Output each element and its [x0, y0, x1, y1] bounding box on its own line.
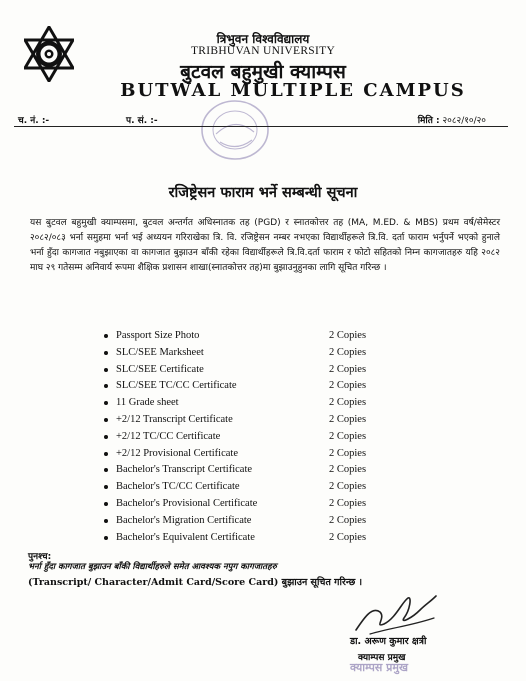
notice-title: रजिष्ट्रेसन फाराम भर्ने सम्बन्धी सूचना — [168, 185, 358, 201]
document-item — [0, 515, 526, 531]
document-copies: 2 Copies — [329, 397, 367, 409]
university-name-nepali: त्रिभुवन विश्वविद्यालय — [216, 32, 310, 46]
document-copies: 2 Copies — [329, 514, 367, 526]
signature-mark — [350, 588, 440, 638]
postscript-line-1: भर्ना हुँदा कागजात बुझाउन बाँकी विद्यार्थीहरुले समेत आवश्यक नपुग कागजातहरु — [28, 562, 277, 572]
document-name: Bachelor's Transcript Certificate — [116, 464, 253, 476]
document-name: Bachelor's TC/CC Certificate — [116, 481, 240, 493]
document-copies: 2 Copies — [329, 330, 367, 341]
university-name-english: TRIBHUVAN UNIVERSITY — [190, 45, 336, 57]
document-item — [0, 347, 526, 363]
document-copies: 2 Copies — [329, 363, 367, 375]
document-item — [0, 431, 526, 447]
bullet-icon — [104, 435, 108, 439]
document-item — [0, 397, 526, 413]
signatory-title: क्याम्पस प्रमुख — [358, 653, 406, 663]
document-item — [0, 414, 526, 430]
bullet-icon — [104, 452, 108, 456]
document-copies: 2 Copies — [329, 430, 367, 442]
document-copies: 2 Copies — [329, 481, 367, 493]
document-name: SLC/SEE Marksheet — [116, 346, 204, 358]
document-name: +2/12 TC/CC Certificate — [116, 430, 221, 442]
document-copies: 2 Copies — [329, 498, 367, 509]
bullet-icon — [104, 384, 108, 388]
document-copies: 2 Copies — [329, 380, 367, 392]
postscript-line-2: (Transcript/ Character/Admit Card/Score Card) बुझाउन सूचित गरिन्छ । — [28, 577, 363, 588]
document-name: +2/12 Transcript Certificate — [116, 414, 233, 425]
document-copies: 2 Copies — [329, 447, 367, 459]
date-field — [418, 113, 486, 126]
date-value: २०८२/१०/२० — [442, 116, 486, 126]
bullet-icon — [104, 468, 108, 472]
document-copies: 2 Copies — [329, 531, 367, 543]
document-item — [0, 448, 526, 464]
header-divider — [14, 126, 508, 127]
campus-name-nepali: बुटवल बहुमुखी क्याम्पस — [180, 61, 346, 83]
document-name: Bachelor's Provisional Certificate — [116, 498, 258, 509]
bullet-icon — [104, 351, 108, 355]
postscript-label: पुनश्च: — [28, 552, 52, 562]
bullet-icon — [104, 334, 108, 338]
bullet-icon — [104, 485, 108, 489]
signatory-name: डा. अरूण कुमार क्षत्री — [350, 636, 427, 647]
document-name: Passport Size Photo — [116, 330, 200, 341]
document-item — [0, 498, 526, 514]
bullet-icon — [104, 368, 108, 372]
document-copies: 2 Copies — [329, 414, 367, 425]
document-name: Bachelor's Migration Certificate — [116, 514, 252, 526]
document-item — [0, 481, 526, 497]
document-copies: 2 Copies — [329, 464, 367, 476]
document-name: +2/12 Provisional Certificate — [116, 447, 238, 459]
document-name: Bachelor's Equivalent Certificate — [116, 531, 255, 543]
bullet-icon — [104, 401, 108, 405]
campus-name-english: BUTWAL MULTIPLE CAMPUS — [120, 80, 466, 101]
date-label: मिति : — [417, 116, 440, 126]
bullet-icon — [104, 519, 108, 523]
signatory-stamp: क्याम्पस प्रमुख — [350, 661, 408, 674]
document-item — [0, 532, 526, 548]
document-item — [0, 330, 526, 346]
document-name: SLC/SEE TC/CC Certificate — [116, 380, 237, 392]
document-name: SLC/SEE Certificate — [116, 363, 204, 375]
reference-number-label: च. नं. :- — [18, 116, 50, 126]
document-copies: 2 Copies — [329, 346, 367, 358]
bullet-icon — [104, 536, 108, 540]
notice-body: यस बुटवल बहुमुखी क्याम्पसमा, बुटवल अन्तर्गत अधिस्नातक तह (PGD) र स्नातकोत्तर तह (MA, M.ED. & MBS) प्रथम वर्ष/सेमेस्टर २०८२/०८३ भर्ना समुहमा भर्ना भई अध्ययन गरिराखेका त्रि. वि. रजिष्ट्रेसन नम्बर नभएका विद्यार्थीहरूले त्रि.वि. दर्ता फाराम भर्नुपर्ने भएको हुनाले भर्ना हुँदा कागजात नबुझाएका वा कागजात बुझाउन बाँकी रहेका विद्यार्थीहरूले त्रि.वि.दर्ता फाराम र फोटो सहितको निम्न कागजातहरु यहि २०८२ माघ २९ गतेसम्म अनिवार्य रूपमा शैक्षिक प्रशासन शाखा(स्नातकोत्तर तह)मा बुझाउनुहुनका लागि सूचित गरिन्छ । — [30, 218, 500, 273]
bullet-icon — [104, 418, 108, 422]
document-item — [0, 364, 526, 380]
document-item — [0, 464, 526, 480]
letter-number-label: प. सं. :- — [126, 116, 158, 126]
document-item — [0, 380, 526, 396]
campus-seal-stamp — [200, 98, 270, 162]
bullet-icon — [104, 502, 108, 506]
document-name: 11 Grade sheet — [116, 397, 179, 409]
